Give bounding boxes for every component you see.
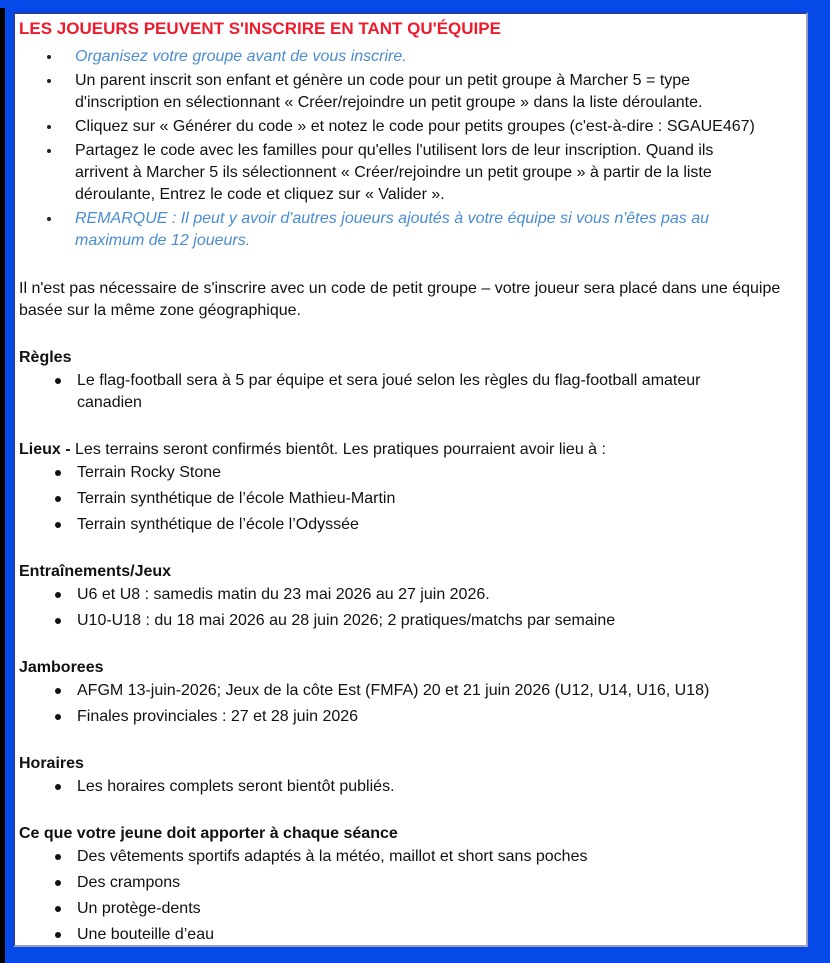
bullet-icon <box>55 688 61 694</box>
list-item-text: Un protège-dents <box>77 900 201 917</box>
bullet-icon <box>55 522 61 528</box>
intro-bullet-list <box>19 46 796 252</box>
section-regles <box>19 347 796 414</box>
list-item <box>19 776 796 798</box>
bullet-icon <box>47 125 51 129</box>
paragraph: Il n'est pas nécessaire de s'inscrire avec un code de petit groupe – votre joueur sera placé dans une équipe basée sur la même zone géographique. <box>19 280 781 319</box>
bullet-icon <box>55 470 61 476</box>
list-item <box>19 924 796 946</box>
list-item <box>19 680 796 702</box>
list-item-text: AFGM 13-juin-2026; Jeux de la côte Est (FMFA) 20 et 21 juin 2026 (U12, U14, U16, U18) <box>77 682 710 699</box>
section-heading: Règles <box>19 349 72 366</box>
bullet-icon <box>55 592 61 598</box>
list-item <box>19 872 796 894</box>
section-heading: Lieux - Les terrains seront confirmés bientôt. Les pratiques pourraient avoir lieu à : <box>19 441 606 458</box>
list-item <box>19 584 796 606</box>
section-jamborees <box>19 657 796 728</box>
bullet-icon <box>55 932 61 938</box>
document-content-box <box>13 12 808 947</box>
bullet-icon <box>47 149 51 153</box>
bullet-icon <box>47 55 51 59</box>
list-item-text: Des vêtements sportifs adaptés à la météo, maillot et short sans poches <box>77 848 588 865</box>
list-item <box>19 846 796 868</box>
list-item-text: Une bouteille d’eau <box>77 926 214 943</box>
list-item <box>19 706 796 728</box>
bullet-icon <box>55 784 61 790</box>
list-item <box>19 610 796 632</box>
bullet-icon <box>47 79 51 83</box>
list-item-text: U10-U18 : du 18 mai 2026 au 28 juin 2026; 2 pratiques/matchs par semaine <box>77 612 616 629</box>
list-item-text: Organisez votre groupe avant de vous inscrire. <box>75 48 407 65</box>
screen-edge-strip <box>0 8 5 963</box>
bullet-icon <box>47 217 51 221</box>
list-item-text: U6 et U8 : samedis matin du 23 mai 2026 au 27 juin 2026. <box>77 586 490 603</box>
list-item-text: Les horaires complets seront bientôt publiés. <box>77 778 395 795</box>
section-lieux <box>19 439 796 536</box>
bullet-icon <box>55 854 61 860</box>
list-item <box>19 208 796 252</box>
bullet-icon <box>55 906 61 912</box>
list-item <box>19 898 796 920</box>
list-item-text: Terrain synthétique de l’école Mathieu-Martin <box>77 490 396 507</box>
section-horaires <box>19 753 796 798</box>
list-item <box>19 46 796 68</box>
section-heading: Horaires <box>19 755 84 772</box>
list-item-text: Le flag-football sera à 5 par équipe et sera joué selon les règles du flag-football amateur canadien <box>77 372 701 411</box>
bullet-icon <box>55 714 61 720</box>
section-heading: Ce que votre jeune doit apporter à chaque séance <box>19 825 398 842</box>
bullet-icon <box>55 618 61 624</box>
bullet-icon <box>55 496 61 502</box>
list-item-text: Un parent inscrit son enfant et génère un code pour un petit groupe à Marcher 5 = type d'inscription en sélectionnant « Créer/rejoindre un petit groupe » dans la liste déroulante. <box>75 72 703 111</box>
bullet-icon <box>55 880 61 886</box>
list-item-text: Terrain synthétique de l’école l’Odyssée <box>77 516 359 533</box>
list-item <box>19 488 796 510</box>
list-item-text: REMARQUE : Il peut y avoir d'autres joueurs ajoutés à votre équipe si vous n'êtes pas au maximum de 12 joueurs. <box>75 210 709 249</box>
bullet-icon <box>55 378 61 384</box>
section-heading: Entraînements/Jeux <box>19 563 172 580</box>
list-item <box>19 462 796 484</box>
list-item-text: Des crampons <box>77 874 181 891</box>
list-item <box>19 514 796 536</box>
list-item-text: Cliquez sur « Générer du code » et notez le code pour petits groupes (c'est-à-dire : SGAUE467) <box>75 118 755 135</box>
list-item <box>19 116 796 138</box>
list-item <box>19 70 796 114</box>
list-item-text: Partagez le code avec les familles pour qu'elles l'utilisent lors de leur inscription. Quand ils arrivent à Marcher 5 ils sélectionnent « Créer/rejoindre un petit groupe » à partir de la liste déroulante, Entrez le code et cliquez sur « Valider ». <box>75 142 714 203</box>
list-item-text: Finales provinciales : 27 et 28 juin 2026 <box>77 708 359 725</box>
list-item-text: Terrain Rocky Stone <box>77 464 222 481</box>
section-entrainements <box>19 561 796 632</box>
section-equipement <box>19 823 796 946</box>
list-item <box>19 140 796 206</box>
section-heading: Jamborees <box>19 659 104 676</box>
page-title: LES JOUEURS PEUVENT S'INSCRIRE EN TANT QU'ÉQUIPE <box>19 19 501 38</box>
list-item <box>19 370 796 414</box>
